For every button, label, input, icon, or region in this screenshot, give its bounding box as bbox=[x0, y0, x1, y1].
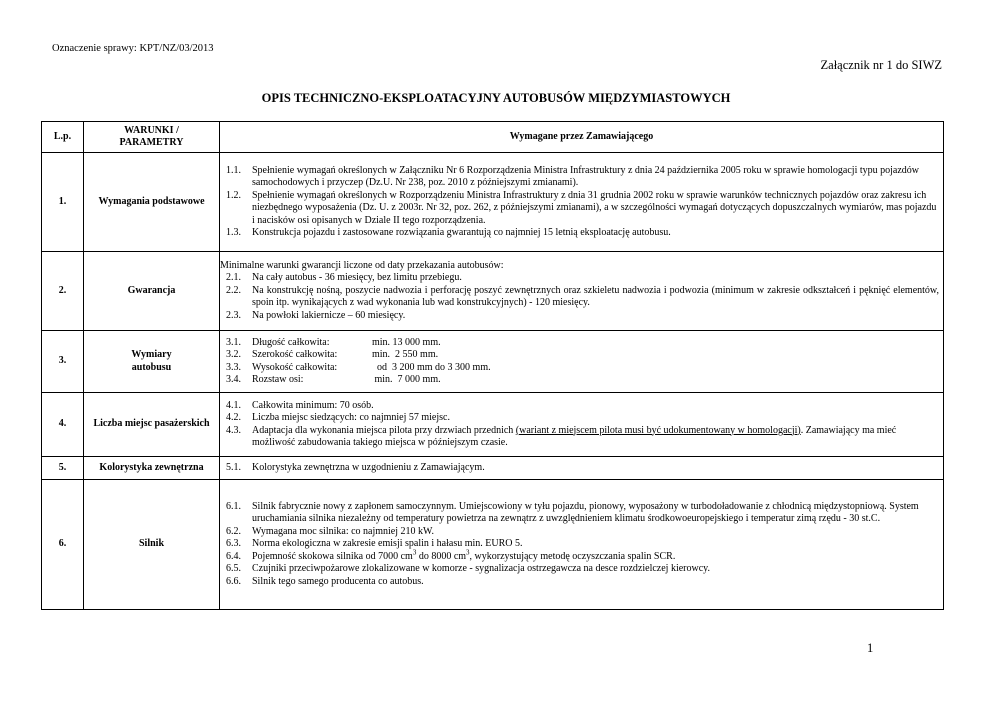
item-text: Silnik fabrycznie nowy z zapłonem samoczynnym. Umiejscowiony w tyłu pojazdu, pionowy, wyposażony w turbodoładowanie z chłodnicą międzystopniową. System uruchamiania silnika niezależny od temperatury powietrza na zewnątrz z uwzględnieniem klimatu środkowoeuropejskiego i temperatur zimą rzędu - 30 st.C. bbox=[252, 500, 919, 525]
item-number: 4.2. bbox=[226, 412, 241, 423]
row-parameter: Liczba miejsc pasażerskich bbox=[84, 393, 220, 457]
item-text: , wykorzystujący metodę oczyszczania spalin SCR. bbox=[469, 550, 676, 562]
row-requirements bbox=[220, 393, 944, 457]
item-text: Adaptacja dla wykonania miejsca pilota przy drzwiach przednich bbox=[252, 424, 516, 436]
requirements-table bbox=[41, 121, 944, 610]
list-item bbox=[226, 548, 939, 564]
header-conditions-line2: PARAMETRY bbox=[119, 137, 184, 148]
item-number: 4.1. bbox=[226, 399, 241, 411]
header-lp: L.p. bbox=[42, 122, 84, 153]
dimension-label: Szerokość całkowita: bbox=[252, 349, 338, 360]
list-item bbox=[226, 310, 939, 323]
row-requirements bbox=[220, 153, 944, 252]
row-parameter: Kolorystyka zewnętrzna bbox=[84, 457, 220, 480]
item-number: 3.2. bbox=[226, 349, 241, 360]
list-item bbox=[226, 576, 939, 589]
table-row bbox=[42, 153, 944, 252]
item-text-underlined: (wariant z miejscem pilota musi być udokumentowany w homologacji) bbox=[515, 424, 801, 436]
document-title: OPIS TECHNICZNO-EKSPLOATACYJNY AUTOBUSÓW MIĘDZYMIASTOWYCH bbox=[261, 91, 731, 105]
row-requirements bbox=[220, 457, 944, 480]
parameter-line2: autobusu bbox=[131, 361, 172, 373]
item-number: 6.1. bbox=[226, 500, 241, 512]
item-text: Na konstrukcję nośną, poszycie nadwozia i perforację poszyć zewnętrznych oraz szkieletu nadwozia i podwozia (minimum w zakresie odkształceń i pęknięć elementów, spoin itp. wynikających z wad wykonania lub wad konstrukcyjnych) - 120 miesięcy. bbox=[252, 284, 939, 309]
item-number: 3.1. bbox=[226, 336, 241, 348]
table-row bbox=[42, 331, 944, 393]
row-parameter: Wymagania podstawowe bbox=[84, 153, 220, 252]
row-parameter bbox=[84, 331, 220, 393]
row-number: 4. bbox=[42, 393, 84, 457]
header-conditions-line1: WARUNKI / bbox=[124, 124, 179, 136]
dimension-value: od 3 200 mm do 3 300 mm. bbox=[372, 361, 491, 373]
list-item bbox=[226, 362, 939, 375]
list-item bbox=[226, 349, 939, 362]
item-text: Spełnienie wymagań określonych w Rozporządzeniu Ministra Infrastruktury z dnia 31 grudnia 2002 roku w sprawie warunków technicznych pojazdów oraz zakresu ich niezbędnego wyposażenia (Dz. U. z 2003r. Nr 32, poz. 262, z późniejszymi zmianami), a w szczególności wymagań dotyczących dopuszczalnych wymiarów, mas pojazdu i nacisków osi opisanych w Dziale II tego rozporządzenia. bbox=[252, 189, 937, 226]
parameter-line1: Wymiary bbox=[131, 349, 172, 360]
list-item bbox=[226, 374, 939, 387]
row-parameter: Gwarancja bbox=[84, 252, 220, 331]
list-item bbox=[226, 285, 939, 310]
row-number: 2. bbox=[42, 252, 84, 331]
row-requirements bbox=[220, 480, 944, 610]
item-text: Pojemność skokowa silnika od 7000 cm bbox=[252, 550, 413, 562]
table-header-row bbox=[42, 122, 944, 153]
row-number: 6. bbox=[42, 480, 84, 610]
item-number: 2.3. bbox=[226, 309, 241, 321]
superscript: 3 bbox=[412, 548, 417, 557]
item-number: 6.2. bbox=[226, 525, 241, 537]
item-number: 1.3. bbox=[226, 227, 241, 238]
item-text: Spełnienie wymagań określonych w Załączniku Nr 6 Rozporządzenia Ministra Infrastruktury z dnia 24 października 2005 roku w sprawie homologacji typu pojazdów samochodowych i przyczep (Dz.U. Nr 238, poz. 2010 z późniejszymi zmianami). bbox=[252, 164, 920, 188]
list-item bbox=[226, 227, 939, 240]
item-text: Silnik tego samego producenta co autobus. bbox=[252, 575, 424, 587]
dimension-label: Rozstaw osi: bbox=[252, 374, 304, 385]
list-item bbox=[226, 412, 939, 425]
item-number: 1.1. bbox=[226, 164, 241, 176]
item-text: Czujniki przeciwpożarowe zlokalizowane w komorze - sygnalizacja ostrzegawcza na desce rozdzielczej kierowcy. bbox=[252, 563, 711, 575]
item-number: 6.6. bbox=[226, 575, 241, 587]
dimension-value: min. 7 000 mm. bbox=[372, 374, 441, 385]
superscript: 3 bbox=[466, 548, 470, 557]
item-text: Liczba miejsc siedzących: co najmniej 57 miejsc. bbox=[252, 412, 450, 423]
item-number: 2.2. bbox=[226, 284, 241, 296]
dimension-value: min. 2 550 mm. bbox=[372, 349, 439, 360]
item-number: 5.1. bbox=[226, 461, 241, 473]
row-number: 5. bbox=[42, 457, 84, 480]
item-text: Całkowita minimum: 70 osób. bbox=[252, 399, 374, 411]
item-number: 6.5. bbox=[226, 563, 241, 575]
list-item bbox=[226, 425, 939, 450]
item-number: 6.4. bbox=[226, 550, 241, 562]
list-item bbox=[226, 462, 939, 475]
list-item bbox=[226, 190, 939, 228]
row-number: 3. bbox=[42, 331, 84, 393]
list-item bbox=[226, 501, 939, 526]
dimension-value: min. 13 000 mm. bbox=[372, 336, 441, 348]
item-number: 3.3. bbox=[226, 361, 241, 373]
item-text: Na cały autobus - 36 miesięcy, bez limitu przebiegu. bbox=[252, 272, 462, 284]
header-required: Wymagane przez Zamawiającego bbox=[220, 122, 944, 153]
item-number: 2.1. bbox=[226, 272, 241, 284]
dimension-label: Długość całkowita: bbox=[252, 336, 330, 348]
header-conditions bbox=[84, 122, 220, 153]
list-item bbox=[226, 526, 939, 539]
item-number: 6.3. bbox=[226, 538, 241, 550]
item-text: Norma ekologiczna w zakresie emisji spalin i hałasu min. EURO 5. bbox=[252, 538, 523, 550]
case-number: Oznaczenie sprawy: KPT/NZ/03/2013 bbox=[52, 43, 214, 54]
dimension-label: Wysokość całkowita: bbox=[252, 361, 338, 373]
item-text: Wymagana moc silnika: co najmniej 210 kW. bbox=[252, 525, 435, 537]
row-number: 1. bbox=[42, 153, 84, 252]
item-text: Kolorystyka zewnętrzna w uzgodnieniu z Zamawiającym. bbox=[252, 461, 485, 473]
item-text: . Zamawiający ma mieć możliwość zabudowania takiego miejsca w późniejszym czasie. bbox=[252, 424, 897, 448]
table-row bbox=[42, 457, 944, 480]
table-row bbox=[42, 393, 944, 457]
annex-label: Załącznik nr 1 do SIWZ bbox=[820, 58, 942, 72]
list-item bbox=[226, 337, 939, 350]
row-parameter: Silnik bbox=[84, 480, 220, 610]
item-number: 4.3. bbox=[226, 424, 241, 436]
item-number: 3.4. bbox=[226, 374, 241, 385]
table-row bbox=[42, 480, 944, 610]
table-row bbox=[42, 252, 944, 331]
list-item bbox=[226, 563, 939, 576]
item-text: Konstrukcja pojazdu i zastosowane rozwiązania gwarantują co najmniej 15 letnią eksploatację autobusu. bbox=[252, 227, 671, 238]
row-requirements bbox=[220, 252, 944, 331]
list-item bbox=[226, 272, 939, 285]
warranty-intro: Minimalne warunki gwarancji liczone od daty przekazania autobusów: bbox=[220, 259, 504, 271]
list-item bbox=[226, 538, 939, 551]
item-text: Na powłoki lakiernicze – 60 miesięcy. bbox=[252, 309, 406, 321]
item-number: 1.2. bbox=[226, 189, 241, 201]
row-requirements bbox=[220, 331, 944, 393]
item-text: do 8000 cm bbox=[416, 550, 467, 562]
list-item bbox=[226, 165, 939, 190]
page-number: 1 bbox=[867, 641, 874, 655]
list-item bbox=[226, 400, 939, 413]
